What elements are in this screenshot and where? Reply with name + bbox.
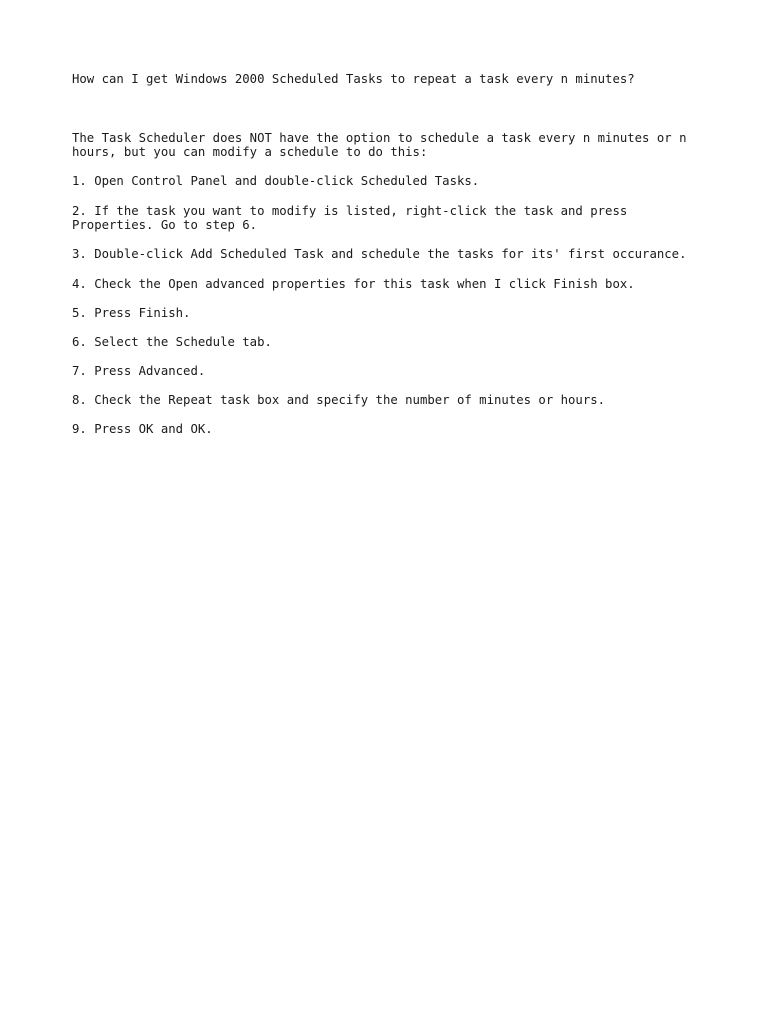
steps-list	[72, 174, 712, 437]
step-item	[72, 306, 712, 321]
intro-paragraph	[72, 131, 712, 160]
step-line-1: 8. Check the Repeat task box and specify the number of minutes or hours.	[72, 393, 606, 408]
step-item	[72, 393, 712, 408]
intro-line-2: hours, but you can modify a schedule to do this:	[72, 145, 428, 160]
step-line-1: 7. Press Advanced.	[72, 364, 206, 379]
step-item	[72, 335, 712, 350]
step-item	[72, 204, 712, 233]
step-line-1: 1. Open Control Panel and double-click Scheduled Tasks.	[72, 174, 480, 189]
intro-line-1: The Task Scheduler does NOT have the option to schedule a task every n minutes or n	[72, 130, 687, 145]
step-line-1: 6. Select the Schedule tab.	[72, 334, 272, 349]
step-line-1: 2. If the task you want to modify is listed, right-click the task and press	[72, 203, 628, 218]
step-item	[72, 277, 712, 292]
document-page	[72, 72, 712, 437]
question-text: How can I get Windows 2000 Scheduled Tasks to repeat a task every n minutes?	[72, 72, 635, 86]
step-line-1: 3. Double-click Add Scheduled Task and schedule the tasks for its' first occurance.	[72, 247, 687, 262]
question-heading	[72, 72, 712, 87]
step-item	[72, 364, 712, 379]
step-line-1: 4. Check the Open advanced properties for this task when I click Finish box.	[72, 276, 635, 291]
step-line-1: 9. Press OK and OK.	[72, 422, 213, 437]
step-line-2: Properties. Go to step 6.	[72, 218, 258, 233]
step-item	[72, 247, 712, 262]
step-item	[72, 174, 712, 189]
step-item	[72, 422, 712, 437]
step-line-1: 5. Press Finish.	[72, 305, 191, 320]
